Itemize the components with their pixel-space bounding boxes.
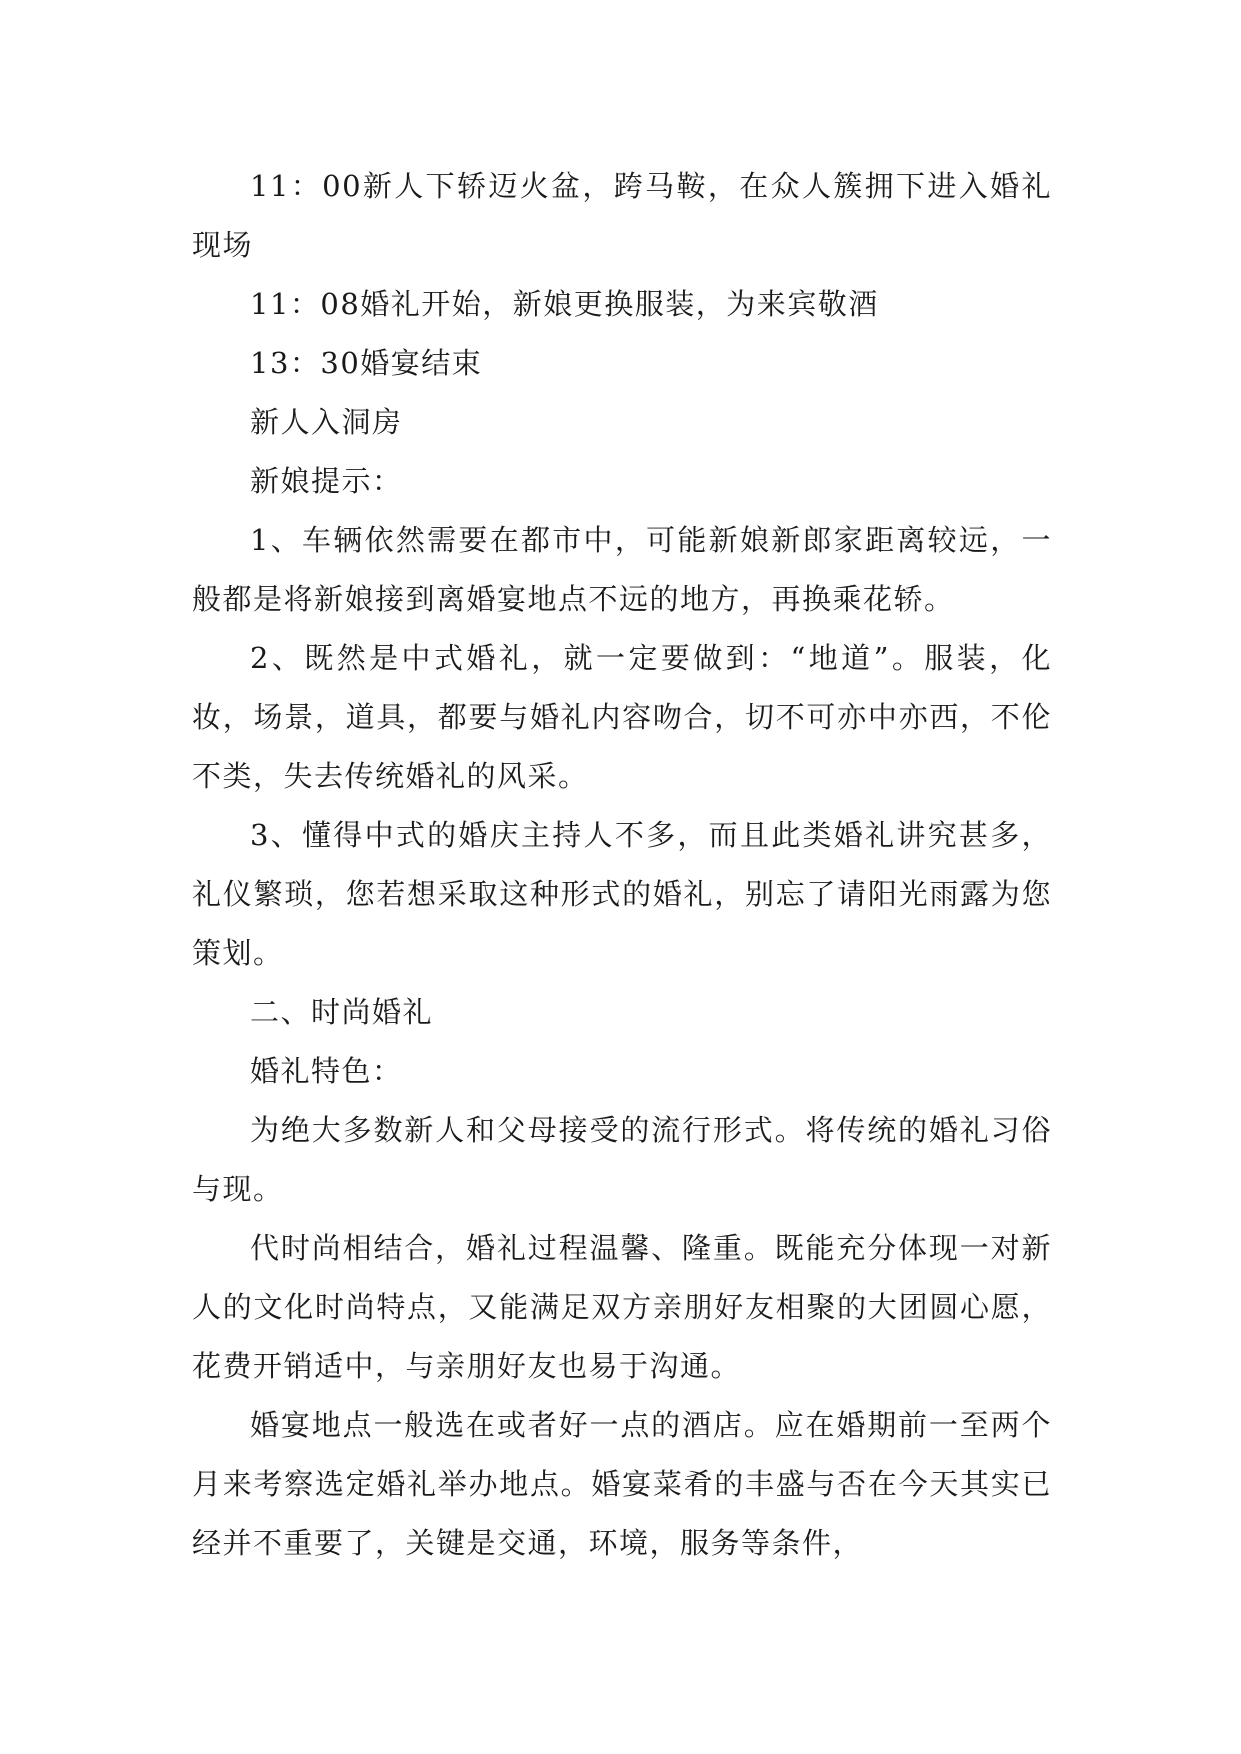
paragraph-schedule-1108: 11：08婚礼开始，新娘更换服装，为来宾敬酒 <box>250 287 879 321</box>
section-heading-fashion-wedding: 二、时尚婚礼 <box>250 995 434 1029</box>
paragraph-tip-3: 3、懂得中式的婚庆主持人不多，而且此类婚礼讲究甚多，礼仪繁琐，您若想采取这种形式的婚礼，别忘了请阳光雨露为您策划。 <box>192 818 1052 970</box>
paragraph-features-heading: 婚礼特色： <box>250 1054 403 1088</box>
paragraph-bride-tips-heading: 新娘提示： <box>250 464 403 498</box>
paragraph-schedule-1100: 11：00新人下轿迈火盆，跨马鞍，在众人簇拥下进入婚礼现场 <box>192 169 1052 262</box>
paragraph-tip-1: 1、车辆依然需要在都市中，可能新娘新郎家距离较远，一般都是将新娘接到离婚宴地点不远的地方，再换乘花轿。 <box>192 523 1052 616</box>
paragraph-schedule-1330: 13：30婚宴结束 <box>250 346 483 380</box>
paragraph-features-1: 为绝大多数新人和父母接受的流行形式。将传统的婚礼习俗与现。 <box>192 1113 1052 1206</box>
paragraph-tip-2: 2、既然是中式婚礼，就一定要做到：“地道”。服装，化妆，场景，道具，都要与婚礼内容吻合，切不可亦中亦西，不伦不类，失去传统婚礼的风采。 <box>192 641 1052 793</box>
paragraph-bridal-chamber: 新人入洞房 <box>250 405 403 439</box>
paragraph-features-2: 代时尚相结合，婚礼过程温馨、隆重。既能充分体现一对新人的文化时尚特点，又能满足双方亲朋好友相聚的大团圆心愿，花费开销适中，与亲朋好友也易于沟通。 <box>192 1231 1052 1383</box>
paragraph-venue: 婚宴地点一般选在或者好一点的酒店。应在婚期前一至两个月来考察选定婚礼举办地点。婚宴菜肴的丰盛与否在今天其实已经并不重要了，关键是交通，环境，服务等条件， <box>192 1408 1052 1560</box>
document-body <box>192 157 1052 1573</box>
